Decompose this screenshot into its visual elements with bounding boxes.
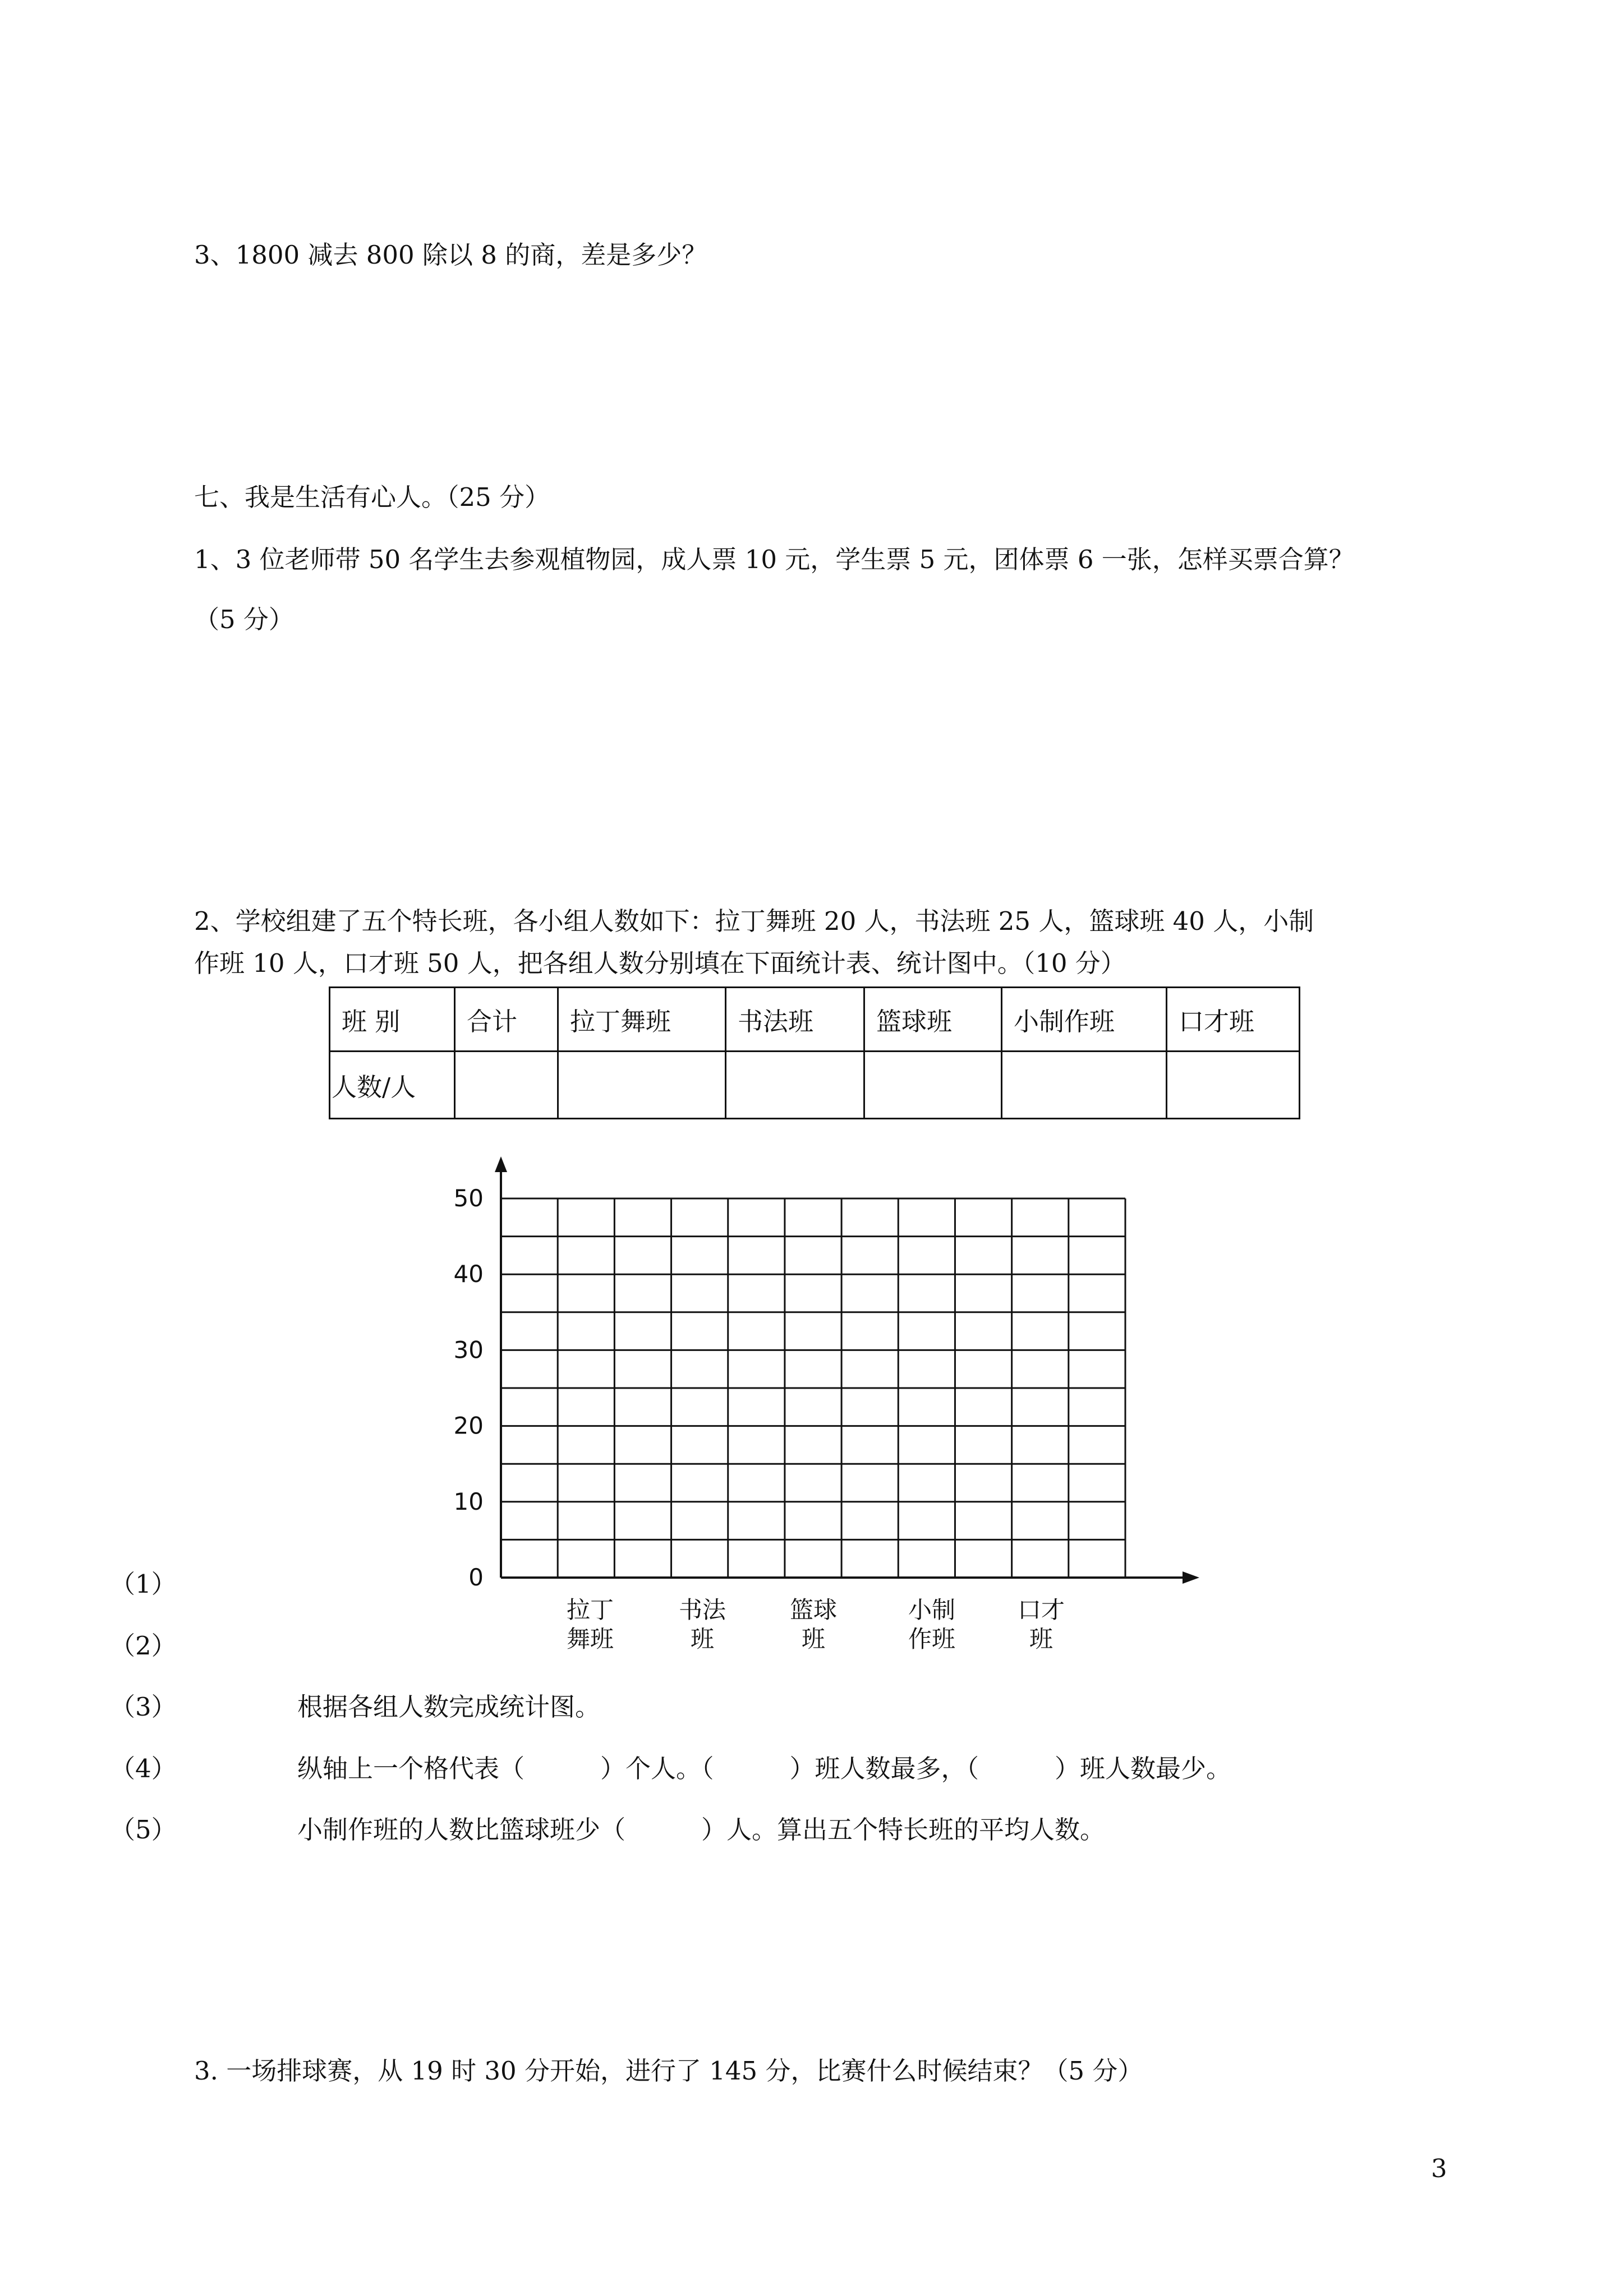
y-axis-arrow [495,1156,507,1172]
y-tick-label: 50 [453,1184,484,1212]
chart-axes [495,1156,1199,1584]
problem-2-line-2: 作班 10 人，口才班 50 人，把各组人数分别填在下面统计表、统计图中。（10 分） [194,948,1126,978]
x-category-label: 口才 [1017,1596,1065,1624]
x-category-label: 班 [801,1625,826,1653]
x-category-label: 班 [690,1625,715,1653]
y-tick-label: 20 [453,1412,484,1440]
page-number: 3 [1431,2154,1447,2183]
x-category-label: 拉丁 [566,1596,614,1624]
subquestion-number-1: （1） [110,1569,177,1599]
y-tick-label: 0 [468,1564,484,1591]
y-tick-label: 10 [453,1487,484,1515]
problem-1-line-2: （5 分） [194,605,294,634]
table-header-cell: 书法班 [726,988,864,1052]
chart-y-tick-labels [454,1184,484,1591]
table-header-cell: 拉丁舞班 [558,988,726,1052]
table-header-cell: 班 别 [330,988,455,1052]
table-row-label: 人数/人 [330,1052,455,1119]
x-category-label: 小制 [908,1596,956,1624]
subquestion-number-3: （3） [110,1692,177,1722]
chart-x-category-labels [567,1596,1065,1653]
y-tick-label: 40 [453,1260,484,1288]
x-category-label: 班 [1029,1625,1053,1653]
question-3-division: 3、1800 减去 800 除以 8 的商，差是多少？ [194,240,707,270]
problem-1-line-1: 1、3 位老师带 50 名学生去参观植物园，成人票 10 元，学生票 5 元，团体票 6 一张，怎样买票合算？ [194,545,1354,574]
subquestion-text-5: 小制作班的人数比篮球班少（ ）人。算出五个特长班的平均人数。 [297,1815,1106,1845]
table-header-cell: 篮球班 [864,988,1002,1052]
section-7-title: 七、我是生活有心人。（25 分） [194,482,550,512]
x-axis-arrow [1183,1571,1199,1584]
subquestion-text-3: 根据各组人数完成统计图。 [297,1692,601,1722]
subquestion-number-5: （5） [110,1815,177,1845]
chart-grid-lines [501,1198,1125,1578]
subquestion-number-4: （4） [110,1754,177,1783]
problem-2-line-1: 2、学校组建了五个特长班，各小组人数如下：拉丁舞班 20 人，书法班 25 人，篮球班 40 人，小制 [194,906,1314,936]
subquestion-text-4: 纵轴上一个格代表（ ）个人。（ ）班人数最多，（ ）班人数最少。 [297,1754,1232,1783]
table-header-cell: 合计 [455,988,558,1052]
x-category-label: 篮球 [789,1596,838,1624]
question-3-volleyball: 3. 一场排球赛，从 19 时 30 分开始，进行了 145 分，比赛什么时候结束？（5 分） [194,2056,1143,2086]
x-category-label: 舞班 [566,1625,614,1653]
y-tick-label: 30 [453,1336,484,1364]
x-category-label: 书法 [678,1596,726,1624]
table-header-cell: 小制作班 [1002,988,1167,1052]
x-category-label: 作班 [908,1625,956,1653]
table-header-cell: 口才班 [1167,988,1300,1052]
subquestion-number-2: （2） [110,1631,177,1661]
